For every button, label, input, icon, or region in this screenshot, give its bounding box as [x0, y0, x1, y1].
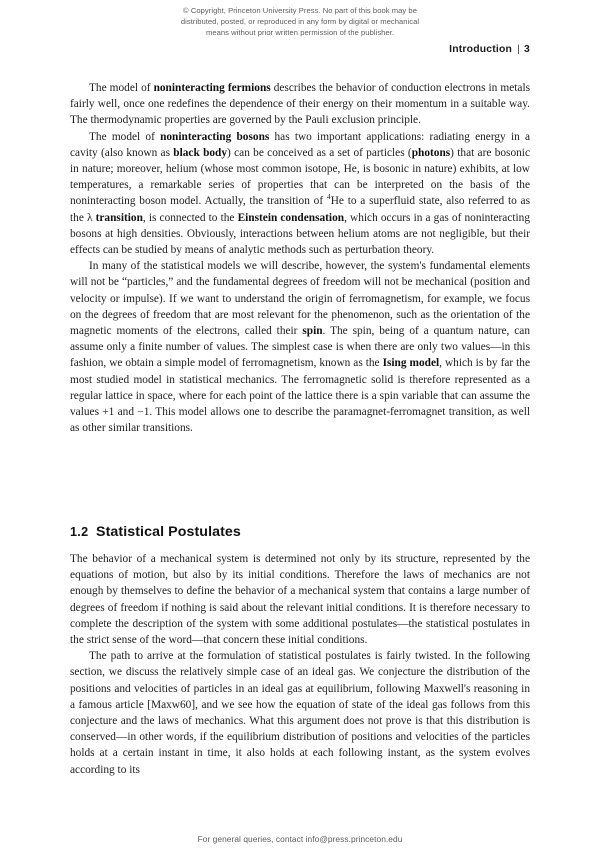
para2-seg6: , is connected to the [142, 211, 238, 224]
section-heading-block [70, 524, 530, 540]
copyright-notice [0, 5, 600, 39]
footer-queries-notice: For general queries, contact info@press.princeton.edu [197, 834, 403, 844]
para3-seg3: , which is by far the most studied model in statistical mechanics. The ferromagnetic solid is therefore represented as a regular lattice in space, where for each point of the lattice there is a spin variable that can assume the values +1 and −1. This model allows one to describe the paramagnet-ferromagnet transition, as well as other similar transitions. [70, 357, 530, 435]
term-noninteracting-bosons: noninteracting bosons [160, 130, 270, 143]
para3-seg1: In many of the statistical models we will describe, however, the system's fundamental elements will not be “particles,” and the fundamental degrees of freedom will not be mechanical (position and velocity or impulse). If we want to understand the origin of ferromagnetism, for example, we focus on the degrees of freedom that are most relevant for the phenomenon, such as the orientation of the magnetic moments of the electrons, called their [70, 260, 530, 338]
copyright-line-2: distributed, posted, or reproduced in any form by digital or mechanical [180, 17, 420, 27]
paragraph-statistical-postulates-path: The path to arrive at the formulation of statistical postulates is fairly twisted. In the following section, we discuss the relatively simple case of an ideal gas. We conjecture the distribution of the positions and velocities of particles in an ideal gas at equilibrium, following Maxwell's reasoning in a famous article [Maxw60], and we see how the equation of state of the ideal gas follows from this conjecture and the laws of mechanics. What this argument does not prove is that this distribution is conserved—in other words, if the equilibrium distribution of positions and velocities of the particles holds at a certain instant in time, it also holds at each following instant, as the system evolves according to its [70, 650, 530, 776]
paragraph-mechanical-system: The behavior of a mechanical system is determined not only by its structure, represented by the equations of motion, but also by its initial conditions. Therefore the laws of mechanics are not enough by themselves to define the behavior of a mechanical system that contains a large number of degrees of freedom if nothing is said about the relevant initial conditions. It is therefore necessary to complete the description of the system with some additional postulates—the statistical postulates in the strict sense of the word—that concern these initial conditions. [70, 553, 530, 647]
section-title: Statistical Postulates [96, 524, 241, 540]
para2-seg3: ) can be conceived as a set of particles ( [227, 146, 412, 159]
term-spin: spin [302, 325, 323, 338]
term-ising-model: Ising model [382, 357, 440, 370]
copyright-line-3: means without prior written permission of the publisher. [205, 28, 395, 38]
isotope-superscript: 4 [326, 192, 331, 202]
term-black-body: black body [173, 146, 228, 159]
para2-seg5: He to a superfluid state, also referred to as the λ [70, 195, 531, 224]
para1-seg1: The model of [89, 82, 154, 94]
paragraph-spin-ising [70, 258, 530, 436]
term-transition: transition [95, 211, 143, 224]
para3-seg2: . The spin, being of a quantum nature, can assume only a finite number of values. The simplest case is when there are only two values—in this fashion, we obtain a simple model of ferromagnetism, known as the [70, 325, 530, 370]
running-head-separator: | [517, 44, 521, 55]
term-photons: photons [411, 146, 451, 159]
section-number: 1.2 [70, 525, 89, 539]
section-heading [70, 524, 530, 540]
para2-seg1: The model of [89, 130, 161, 143]
running-head [449, 44, 530, 55]
paragraph-bosons [70, 129, 530, 259]
term-einstein-condensation: Einstein condensation [237, 211, 345, 224]
copyright-line-1: © Copyright, Princeton University Press. No part of this book may be [183, 6, 417, 15]
page-number: 3 [524, 44, 530, 55]
para2-seg7: , which occurs in a gas of noninteracting bosons at high densities. Obviously, interactions between helium atoms are not negligible, but their effects can be studied by means of analytic methods such as perturbation theory. [70, 211, 531, 257]
para1-seg2: describes the behavior of conduction electrons in metals fairly well, once one redefines the dependence of their energy on their momentum in a suitable way. The thermodynamic properties are governed by the Pauli exclusion principle. [70, 82, 531, 127]
body-text-lower [70, 551, 530, 778]
body-text-upper [70, 80, 530, 436]
running-head-title: Introduction [449, 44, 513, 55]
term-noninteracting-fermions: noninteracting fermions [153, 82, 271, 94]
para2-seg4: ) that are bosonic in nature; moreover, helium (whose most common isotope, He, is bosonic in nature) exhibits, at low temperatures, a remarkable series of properties that can be interpreted on the basis of the noninteracting boson model. Actually, the transition of [70, 146, 530, 208]
para2-seg2: has two important applications: radiating energy in a cavity (also known as [70, 130, 531, 159]
paragraph-fermions [70, 80, 530, 129]
